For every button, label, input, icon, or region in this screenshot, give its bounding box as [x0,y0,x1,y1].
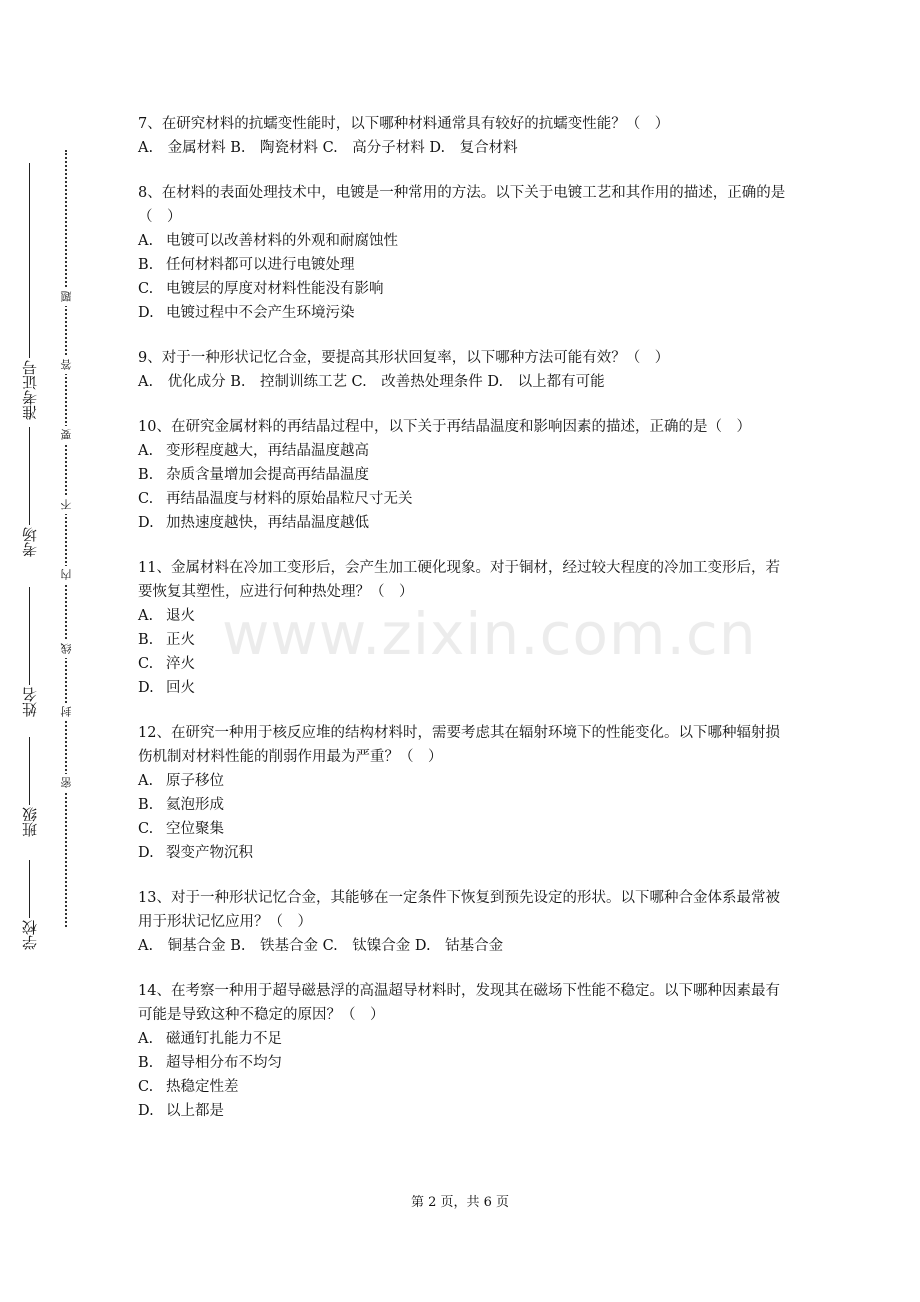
option-c: C. 热稳定性差 [138,1079,239,1095]
binding-field-label: 班级 [21,807,39,837]
question-stem: 14、在考察一种用于超导磁悬浮的高温超导材料时，发现其在磁场下性能不稳定。以下哪种因素最有可能是导致这种不稳定的原因？（ ） [138,983,780,1023]
option-d: D. 电镀过程中不会产生环境污染 [138,305,355,321]
binding-field-exam-room [10,423,50,557]
option-b: B. 杂质含量增加会提高再结晶温度 [138,467,369,483]
seal-char: 要 [58,426,74,444]
seal-char: 不 [58,496,74,514]
option-a: A. 变形程度越大，再结晶温度越高 [138,443,369,459]
option-a: A. 退火 [138,608,195,624]
option-d: D. 加热速度越快，再结晶温度越低 [138,515,369,531]
question-8 [138,181,786,325]
option-b: B. 氦泡形成 [138,797,224,813]
question-13 [138,886,786,958]
binding-field-school [10,856,50,950]
option-b: B. 超导相分布不均匀 [138,1055,282,1071]
option-d: D. 回火 [138,680,195,696]
blank-line [30,427,31,525]
question-7 [138,112,786,160]
question-options-inline: A. 优化成分 B. 控制训练工艺 C. 改善热处理条件 D. 以上都有可能 [138,374,605,390]
seal-char: 答 [58,356,74,374]
question-stem: 13、对于一种形状记忆合金，其能够在一定条件下恢复到预先设定的形状。以下哪种合金体系最常被用于形状记忆应用？（ ） [138,890,780,930]
option-d: D. 裂变产物沉积 [138,845,253,861]
seal-char: 密 [58,774,74,792]
question-9 [138,346,786,394]
question-stem: 9、对于一种形状记忆合金，要提高其形状回复率，以下哪种方法可能有效？（ ） [138,350,670,366]
binding-field-name [10,583,50,717]
option-a: A. 原子移位 [138,773,224,789]
binding-field-label: 姓名 [21,687,39,717]
watermark: www.zixin.com.cn [222,600,757,668]
blank-line [30,163,31,358]
page-footer: 第 2 页，共 6 页 [410,1195,510,1210]
question-stem: 10、在研究金属材料的再结晶过程中，以下关于再结晶温度和影响因素的描述，正确的是（ ） [138,419,751,435]
seal-char: 题 [58,288,74,306]
seal-dotted-line [65,150,67,927]
binding-strip [0,0,110,1302]
option-c: C. 再结晶温度与材料的原始晶粒尺寸无关 [138,491,413,507]
option-b: B. 任何材料都可以进行电镀处理 [138,257,355,273]
question-14 [138,979,786,1123]
question-stem: 7、在研究材料的抗蠕变性能时，以下哪种材料通常具有较好的抗蠕变性能？（ ） [138,116,670,132]
option-b: B. 正火 [138,632,195,648]
question-options-inline: A. 金属材料 B. 陶瓷材料 C. 高分子材料 D. 复合材料 [138,140,518,156]
binding-field-class [10,733,50,837]
option-c: C. 空位聚集 [138,821,224,837]
question-12 [138,721,786,865]
option-a: A. 磁通钉扎能力不足 [138,1031,282,1047]
option-a: A. 电镀可以改善材料的外观和耐腐蚀性 [138,233,398,249]
question-options-inline: A. 铜基合金 B. 铁基合金 C. 钛镍合金 D. 钴基合金 [138,938,504,954]
question-stem: 8、在材料的表面处理技术中，电镀是一种常用的方法。以下关于电镀工艺和其作用的描述，正确的是（ ） [138,185,786,225]
option-c: C. 电镀层的厚度对材料性能没有影响 [138,281,384,297]
binding-field-label: 考场 [21,527,39,557]
seal-char: 线 [58,640,74,658]
question-11 [138,556,786,700]
option-c: C. 淬火 [138,656,195,672]
binding-field-label: 学校 [21,920,39,950]
binding-field-exam-id [10,155,50,420]
blank-line [30,587,31,685]
question-stem: 11、金属材料在冷加工变形后，会产生加工硬化现象。对于铜材，经过较大程度的冷加工变形后，若要恢复其塑性，应进行何种热处理？（ ） [138,560,780,600]
binding-field-label: 准考证号 [21,360,39,420]
blank-line [30,860,31,918]
question-stem: 12、在研究一种用于核反应堆的结构材料时，需要考虑其在辐射环境下的性能变化。以下哪种辐射损伤机制对材料性能的削弱作用最为严重？（ ） [138,725,780,765]
blank-line [30,737,31,805]
question-list [138,112,786,1144]
seal-char: 封 [58,703,74,721]
question-10 [138,415,786,535]
seal-char: 内 [58,566,74,584]
option-d: D. 以上都是 [138,1103,224,1119]
